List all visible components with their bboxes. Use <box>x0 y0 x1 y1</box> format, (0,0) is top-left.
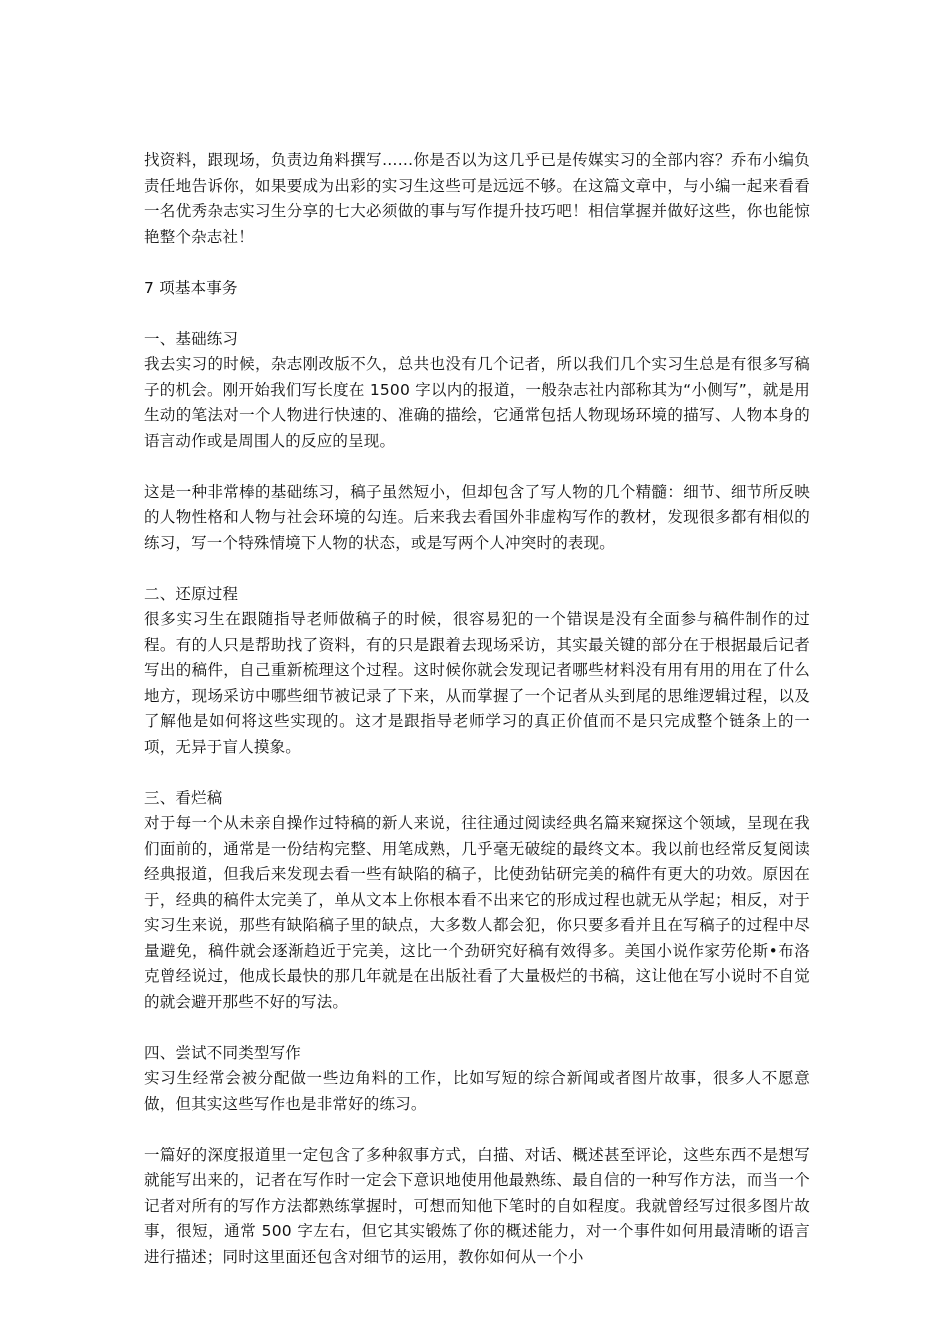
section-paragraph: 一篇好的深度报道里一定包含了多种叙事方式，白描、对话、概述甚至评论，这些东西不是想写就能写出来的，记者在写作时一定会下意识地使用他最熟练、最自信的一种写作方法，而当一个记者对所有的写作方法都熟练掌握时，可想而知他下笔时的自如程度。我就曾经写过很多图片故事，很短，通常 500 字左右，但它其实锻炼了你的概述能力，对一个事件如何用最清晰的语言进行描述；同时这里面还包含对细节的运用，教你如何从一个小 <box>144 1145 810 1266</box>
intro-paragraph: 找资料，跟现场，负责边角料撰写……你是否以为这几乎已是传媒实习的全部内容？乔布小编负责任地告诉你，如果要成为出彩的实习生这些可是远远不够。在这篇文章中，与小编一起来看看一名优秀杂志实习生分享的七大必须做的事与写作提升技巧吧！相信掌握并做好这些，你也能惊艳整个杂志社！ <box>144 151 810 246</box>
section-heading: 三、看烂稿 <box>144 788 223 807</box>
section-title: 7 项基本事务 <box>144 278 238 297</box>
section-paragraph: 我去实习的时候，杂志刚改版不久，总共也没有几个记者，所以我们几个实习生总是有很多写稿子的机会。刚开始我们写长度在 1500 字以内的报道，一般杂志社内部称其为“小侧写”，就是用生动的笔法对一个人物进行快速的、准确的描绘，它通常包括人物现场环境的描写、人物本身的语言动作或是周围人的反应的呈现。 <box>144 355 810 450</box>
section-paragraph: 对于每一个从未亲自操作过特稿的新人来说，往往通过阅读经典名篇来窥探这个领域，呈现在我们面前的，通常是一份结构完整、用笔成熟，几乎毫无破绽的最终文本。我以前也经常反复阅读经典报道，但我后来发现去看一些有缺陷的稿子，比使劲钻研完美的稿件有更大的功效。原因在于，经典的稿件太完美了，单从文本上你根本看不出来它的形成过程也就无从学起；相反，对于实习生来说，那些有缺陷稿子里的缺点，大多数人都会犯，你只要多看并且在写稿子的过程中尽量避免，稿件就会逐渐趋近于完美，这比一个劲研究好稿有效得多。美国小说作家劳伦斯•布洛克曾经说过，他成长最快的那几年就是在出版社看了大量极烂的书稿，这让他在写小说时不自觉的就会避开那些不好的写法。 <box>144 814 810 1011</box>
section-paragraph: 很多实习生在跟随指导老师做稿子的时候，很容易犯的一个错误是没有全面参与稿件制作的过程。有的人只是帮助找了资料，有的只是跟着去现场采访，其实最关键的部分在于根据最后记者写出的稿件，自己重新梳理这个过程。这时候你就会发现记者哪些材料没有用有用的用在了什么地方，现场采访中哪些细节被记录了下来，从而掌握了一个记者从头到尾的思维逻辑过程，以及了解他是如何将这些实现的。这才是跟指导老师学习的真正价值而不是只完成整个链条上的一项，无异于盲人摸象。 <box>144 610 810 756</box>
section-heading: 四、尝试不同类型写作 <box>144 1043 302 1062</box>
section-heading: 二、还原过程 <box>144 584 239 603</box>
article-body <box>144 148 810 1296</box>
section-heading: 一、基础练习 <box>144 329 239 348</box>
section-paragraph: 这是一种非常棒的基础练习，稿子虽然短小，但却包含了写人物的几个精髓：细节、细节所反映的人物性格和人物与社会环境的勾连。后来我去看国外非虚构写作的教材，发现很多都有相似的练习，写一个特殊情境下人物的状态，或是写两个人冲突时的表现。 <box>144 482 810 552</box>
section-paragraph: 实习生经常会被分配做一些边角料的工作，比如写短的综合新闻或者图片故事，很多人不愿意做，但其实这些写作也是非常好的练习。 <box>144 1069 810 1113</box>
